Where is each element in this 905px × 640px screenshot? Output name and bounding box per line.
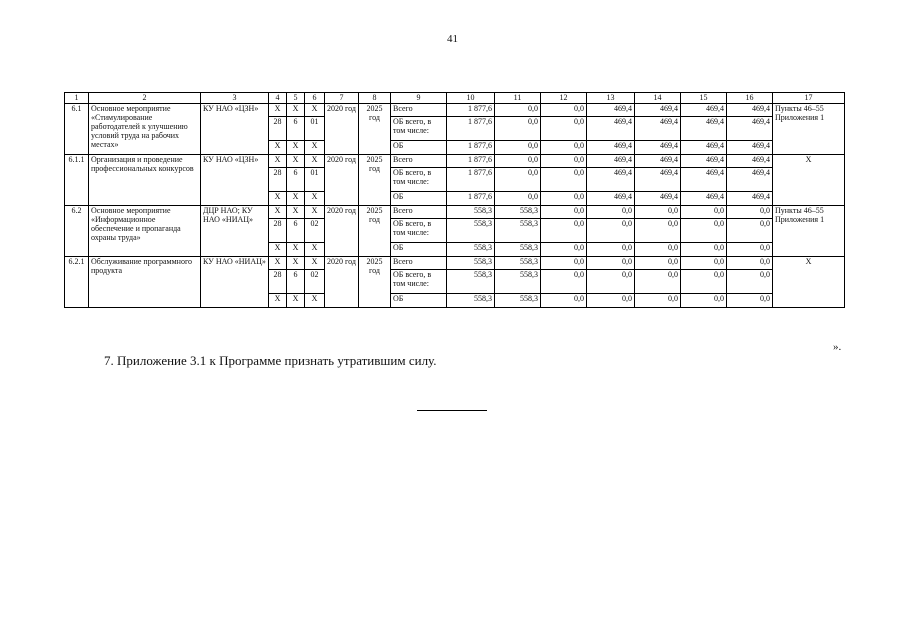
amount-cell: 0,0 bbox=[727, 206, 773, 219]
code-cell: X bbox=[269, 155, 287, 168]
code-cell: X bbox=[305, 206, 325, 219]
amount-cell: 469,4 bbox=[587, 141, 635, 155]
funding-label: ОБ всего, в том числе: bbox=[391, 270, 447, 294]
row-title: Организация и проведение профессиональных конкурсов bbox=[89, 155, 201, 206]
amount-cell: 0,0 bbox=[541, 141, 587, 155]
code-cell: X bbox=[269, 206, 287, 219]
code-cell: X bbox=[269, 243, 287, 257]
code-cell: X bbox=[305, 243, 325, 257]
header-cell: 1 bbox=[65, 93, 89, 104]
code-cell: X bbox=[287, 155, 305, 168]
funding-label: ОБ всего, в том числе: bbox=[391, 168, 447, 192]
funding-label: ОБ bbox=[391, 243, 447, 257]
row-code: 6.2 bbox=[65, 206, 89, 257]
amount-cell: 0,0 bbox=[541, 104, 587, 117]
header-cell: 10 bbox=[447, 93, 495, 104]
code-cell: 6 bbox=[287, 168, 305, 192]
row-executor: ДЦР НАО; КУ НАО «НИАЦ» bbox=[201, 206, 269, 257]
amount-cell: 469,4 bbox=[681, 168, 727, 192]
amount-cell: 0,0 bbox=[495, 155, 541, 168]
amount-cell: 0,0 bbox=[495, 117, 541, 141]
amount-cell: 0,0 bbox=[541, 206, 587, 219]
amount-cell: 1 877,6 bbox=[447, 141, 495, 155]
code-cell: X bbox=[305, 257, 325, 270]
code-cell: X bbox=[287, 257, 305, 270]
amount-cell: 558,3 bbox=[495, 270, 541, 294]
amount-cell: 558,3 bbox=[447, 219, 495, 243]
amount-cell: 469,4 bbox=[727, 104, 773, 117]
amount-cell: 469,4 bbox=[681, 104, 727, 117]
amount-cell: 558,3 bbox=[447, 294, 495, 308]
row-code: 6.1.1 bbox=[65, 155, 89, 206]
start-year: 2020 год bbox=[325, 104, 359, 155]
code-cell: X bbox=[269, 192, 287, 206]
code-cell: X bbox=[269, 141, 287, 155]
code-cell: 28 bbox=[269, 117, 287, 141]
code-cell: X bbox=[287, 104, 305, 117]
amount-cell: 469,4 bbox=[635, 168, 681, 192]
row-note: Пункты 46–55 Приложения 1 bbox=[773, 206, 845, 257]
code-cell: X bbox=[269, 257, 287, 270]
row-note: X bbox=[773, 257, 845, 308]
header-cell: 9 bbox=[391, 93, 447, 104]
amount-cell: 469,4 bbox=[635, 104, 681, 117]
amount-cell: 0,0 bbox=[635, 243, 681, 257]
program-table bbox=[64, 92, 845, 308]
funding-label: ОБ bbox=[391, 294, 447, 308]
code-cell: X bbox=[287, 206, 305, 219]
amount-cell: 469,4 bbox=[727, 155, 773, 168]
row-executor: КУ НАО «ЦЗН» bbox=[201, 155, 269, 206]
row-code: 6.1 bbox=[65, 104, 89, 155]
amount-cell: 469,4 bbox=[587, 168, 635, 192]
amount-cell: 0,0 bbox=[587, 294, 635, 308]
row-title: Основное мероприятие «Информационное обеспечение и пропаганда охраны труда» bbox=[89, 206, 201, 257]
code-cell: 6 bbox=[287, 219, 305, 243]
code-cell: 02 bbox=[305, 270, 325, 294]
funding-label: Всего bbox=[391, 206, 447, 219]
funding-label: ОБ bbox=[391, 192, 447, 206]
appendix-paragraph: 7. Приложение 3.1 к Программе признать утратившим силу. bbox=[104, 353, 437, 368]
amount-cell: 558,3 bbox=[447, 243, 495, 257]
amount-cell: 469,4 bbox=[727, 117, 773, 141]
amount-cell: 0,0 bbox=[635, 294, 681, 308]
start-year: 2020 год bbox=[325, 206, 359, 257]
code-cell: 28 bbox=[269, 270, 287, 294]
header-cell: 15 bbox=[681, 93, 727, 104]
table-row bbox=[65, 206, 845, 219]
code-cell: 02 bbox=[305, 219, 325, 243]
row-executor: КУ НАО «НИАЦ» bbox=[201, 257, 269, 308]
amount-cell: 0,0 bbox=[587, 243, 635, 257]
table-row bbox=[65, 155, 845, 168]
code-cell: 01 bbox=[305, 168, 325, 192]
amount-cell: 0,0 bbox=[541, 192, 587, 206]
code-cell: 28 bbox=[269, 219, 287, 243]
amount-cell: 0,0 bbox=[587, 219, 635, 243]
row-title: Обслуживание программного продукта bbox=[89, 257, 201, 308]
amount-cell: 0,0 bbox=[587, 270, 635, 294]
amount-cell: 1 877,6 bbox=[447, 168, 495, 192]
amount-cell: 469,4 bbox=[681, 141, 727, 155]
closing-quote-mark: ». bbox=[833, 341, 842, 353]
amount-cell: 0,0 bbox=[587, 257, 635, 270]
amount-cell: 469,4 bbox=[681, 155, 727, 168]
amount-cell: 0,0 bbox=[681, 219, 727, 243]
amount-cell: 0,0 bbox=[727, 219, 773, 243]
amount-cell: 0,0 bbox=[727, 243, 773, 257]
code-cell: X bbox=[287, 192, 305, 206]
header-cell: 11 bbox=[495, 93, 541, 104]
amount-cell: 0,0 bbox=[681, 243, 727, 257]
amount-cell: 0,0 bbox=[541, 117, 587, 141]
amount-cell: 469,4 bbox=[587, 104, 635, 117]
amount-cell: 0,0 bbox=[541, 219, 587, 243]
amount-cell: 0,0 bbox=[681, 270, 727, 294]
table-row bbox=[65, 257, 845, 270]
amount-cell: 558,3 bbox=[495, 243, 541, 257]
amount-cell: 0,0 bbox=[587, 206, 635, 219]
end-year: 2025 год bbox=[359, 257, 391, 308]
row-code: 6.2.1 bbox=[65, 257, 89, 308]
code-cell: X bbox=[305, 294, 325, 308]
row-note: X bbox=[773, 155, 845, 206]
funding-label: ОБ всего, в том числе: bbox=[391, 117, 447, 141]
header-cell: 16 bbox=[727, 93, 773, 104]
amount-cell: 469,4 bbox=[681, 192, 727, 206]
amount-cell: 558,3 bbox=[495, 294, 541, 308]
header-cell: 12 bbox=[541, 93, 587, 104]
start-year: 2020 год bbox=[325, 155, 359, 206]
amount-cell: 469,4 bbox=[635, 155, 681, 168]
end-year: 2025 год bbox=[359, 155, 391, 206]
amount-cell: 0,0 bbox=[635, 206, 681, 219]
amount-cell: 0,0 bbox=[541, 155, 587, 168]
amount-cell: 1 877,6 bbox=[447, 104, 495, 117]
amount-cell: 0,0 bbox=[681, 294, 727, 308]
code-cell: X bbox=[305, 192, 325, 206]
amount-cell: 1 877,6 bbox=[447, 117, 495, 141]
amount-cell: 469,4 bbox=[635, 192, 681, 206]
funding-label: ОБ bbox=[391, 141, 447, 155]
amount-cell: 558,3 bbox=[495, 206, 541, 219]
amount-cell: 0,0 bbox=[727, 270, 773, 294]
amount-cell: 0,0 bbox=[541, 243, 587, 257]
amount-cell: 469,4 bbox=[727, 141, 773, 155]
funding-label: Всего bbox=[391, 155, 447, 168]
header-cell: 4 bbox=[269, 93, 287, 104]
header-cell: 8 bbox=[359, 93, 391, 104]
amount-cell: 469,4 bbox=[727, 192, 773, 206]
header-cell: 14 bbox=[635, 93, 681, 104]
end-year: 2025 год bbox=[359, 206, 391, 257]
code-cell: 28 bbox=[269, 168, 287, 192]
amount-cell: 0,0 bbox=[541, 294, 587, 308]
amount-cell: 1 877,6 bbox=[447, 192, 495, 206]
amount-cell: 558,3 bbox=[447, 206, 495, 219]
amount-cell: 0,0 bbox=[635, 219, 681, 243]
header-cell: 2 bbox=[89, 93, 201, 104]
funding-label: Всего bbox=[391, 257, 447, 270]
amount-cell: 0,0 bbox=[541, 270, 587, 294]
code-cell: X bbox=[269, 294, 287, 308]
amount-cell: 469,4 bbox=[635, 117, 681, 141]
header-cell: 7 bbox=[325, 93, 359, 104]
code-cell: X bbox=[287, 243, 305, 257]
header-cell: 5 bbox=[287, 93, 305, 104]
header-cell: 13 bbox=[587, 93, 635, 104]
amount-cell: 469,4 bbox=[681, 117, 727, 141]
table-row bbox=[65, 104, 845, 117]
header-cell: 17 bbox=[773, 93, 845, 104]
code-cell: X bbox=[287, 294, 305, 308]
amount-cell: 558,3 bbox=[495, 257, 541, 270]
amount-cell: 0,0 bbox=[541, 168, 587, 192]
code-cell: X bbox=[287, 141, 305, 155]
amount-cell: 0,0 bbox=[495, 141, 541, 155]
code-cell: 01 bbox=[305, 117, 325, 141]
row-title: Основное мероприятие «Стимулирование работодателей к улучшению условий труда на рабочих местах» bbox=[89, 104, 201, 155]
code-cell: X bbox=[269, 104, 287, 117]
amount-cell: 558,3 bbox=[447, 257, 495, 270]
amount-cell: 0,0 bbox=[681, 206, 727, 219]
amount-cell: 0,0 bbox=[495, 192, 541, 206]
amount-cell: 0,0 bbox=[495, 104, 541, 117]
code-cell: X bbox=[305, 141, 325, 155]
amount-cell: 469,4 bbox=[587, 155, 635, 168]
amount-cell: 469,4 bbox=[635, 141, 681, 155]
end-year: 2025 год bbox=[359, 104, 391, 155]
funding-label: ОБ всего, в том числе: bbox=[391, 219, 447, 243]
header-cell: 3 bbox=[201, 93, 269, 104]
page-number: 41 bbox=[447, 33, 458, 45]
amount-cell: 0,0 bbox=[635, 270, 681, 294]
header-cell: 6 bbox=[305, 93, 325, 104]
amount-cell: 558,3 bbox=[447, 270, 495, 294]
code-cell: 6 bbox=[287, 117, 305, 141]
amount-cell: 0,0 bbox=[541, 257, 587, 270]
funding-label: Всего bbox=[391, 104, 447, 117]
code-cell: 6 bbox=[287, 270, 305, 294]
amount-cell: 469,4 bbox=[587, 117, 635, 141]
start-year: 2020 год bbox=[325, 257, 359, 308]
amount-cell: 0,0 bbox=[495, 168, 541, 192]
separator-rule bbox=[417, 410, 487, 411]
amount-cell: 0,0 bbox=[727, 294, 773, 308]
amount-cell: 469,4 bbox=[727, 168, 773, 192]
code-cell: X bbox=[305, 104, 325, 117]
amount-cell: 0,0 bbox=[681, 257, 727, 270]
amount-cell: 1 877,6 bbox=[447, 155, 495, 168]
amount-cell: 558,3 bbox=[495, 219, 541, 243]
amount-cell: 469,4 bbox=[587, 192, 635, 206]
code-cell: X bbox=[305, 155, 325, 168]
amount-cell: 0,0 bbox=[727, 257, 773, 270]
row-note: Пункты 46–55 Приложения 1 bbox=[773, 104, 845, 155]
row-executor: КУ НАО «ЦЗН» bbox=[201, 104, 269, 155]
header-row bbox=[65, 93, 845, 104]
amount-cell: 0,0 bbox=[635, 257, 681, 270]
